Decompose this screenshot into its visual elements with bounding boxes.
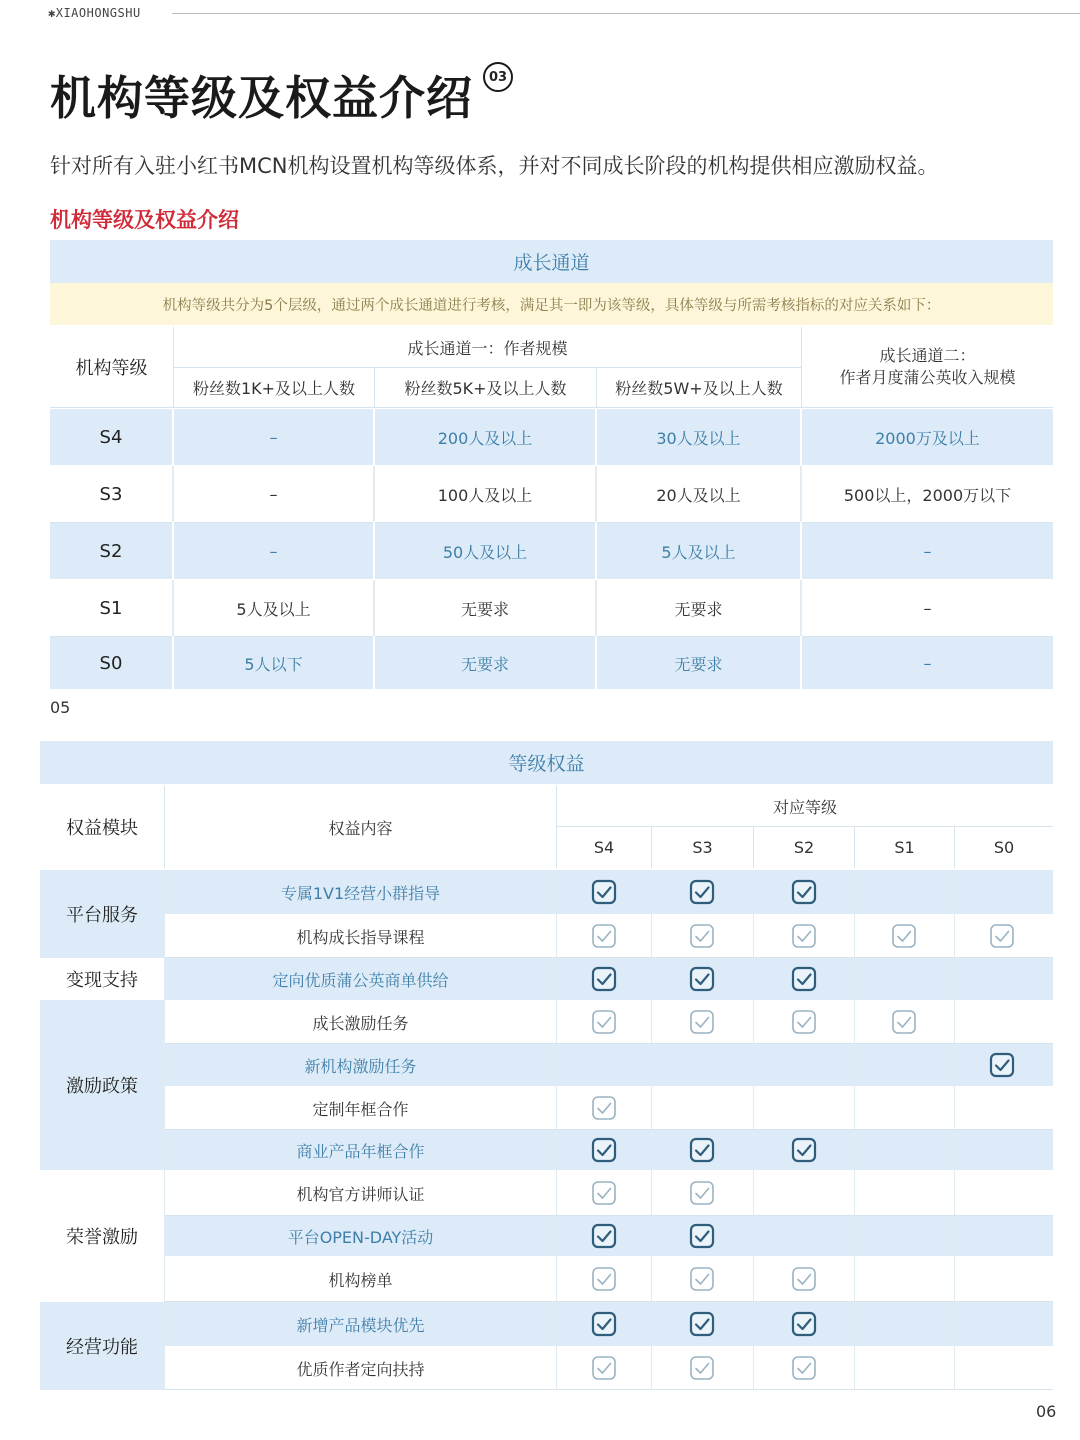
check-icon xyxy=(591,966,617,992)
growth-band-title: 成长通道 xyxy=(513,252,590,274)
benefit-content: 机构成长指导课程 xyxy=(296,927,425,947)
check-icon xyxy=(689,1137,715,1163)
benefit-content: 新机构激励任务 xyxy=(304,1056,417,1076)
check-icon xyxy=(591,879,617,905)
check-icon xyxy=(689,966,715,992)
benefit-content: 机构榜单 xyxy=(328,1270,393,1290)
content-header: 权益内容 xyxy=(328,818,393,838)
row-c1: – xyxy=(269,541,278,561)
check-icon xyxy=(689,1009,715,1035)
row-c3: 无要求 xyxy=(674,599,723,619)
section-title: 机构等级及权益介绍 xyxy=(50,208,239,232)
channel1-col-1: 粉丝数1K+及以上人数 xyxy=(192,378,356,398)
brand-name: XIAOHONGSHU xyxy=(55,6,141,20)
row-c1: 5人及以上 xyxy=(236,599,311,619)
level-header: 机构等级 xyxy=(75,358,148,379)
body-vline xyxy=(854,870,855,1390)
page-number-right: 06 xyxy=(1036,1402,1057,1421)
row-c2: 200人及以上 xyxy=(437,428,533,448)
check-icon xyxy=(591,1223,617,1249)
module-label-platform: 平台服务 xyxy=(66,905,138,926)
level-col-s1: S1 xyxy=(894,838,915,857)
check-icon xyxy=(989,1052,1015,1078)
chapter-badge: 03 xyxy=(483,62,513,92)
row-level: S0 xyxy=(99,652,123,674)
row-c1: – xyxy=(269,427,278,447)
row-c2: 无要求 xyxy=(460,599,509,619)
module-label-honor: 荣誉激励 xyxy=(66,1227,138,1248)
row-c1: 5人以下 xyxy=(244,654,303,674)
row-c4: 500以上，2000万以下 xyxy=(843,485,1012,505)
row-c4: – xyxy=(923,598,932,618)
row-c4: – xyxy=(923,541,932,561)
benefit-content: 优质作者定向扶持 xyxy=(296,1359,425,1379)
row-c2: 100人及以上 xyxy=(437,485,533,505)
benefit-content: 成长激励任务 xyxy=(312,1013,409,1033)
row-c1: – xyxy=(269,484,278,504)
check-icon xyxy=(591,1009,617,1035)
brand-label: ✱XIAOHONGSHU xyxy=(48,6,141,20)
body-vline xyxy=(954,870,955,1390)
page-title: 机构等级及权益介绍 xyxy=(50,71,473,125)
page-number-left: 05 xyxy=(50,698,71,717)
check-icon xyxy=(891,923,917,949)
check-icon xyxy=(689,1311,715,1337)
check-icon xyxy=(591,1095,617,1121)
check-icon xyxy=(591,1266,617,1292)
check-icon xyxy=(689,879,715,905)
benefit-content: 平台OPEN-DAY活动 xyxy=(287,1227,434,1247)
check-icon xyxy=(689,1223,715,1249)
row-c2: 50人及以上 xyxy=(442,542,528,562)
module-header: 权益模块 xyxy=(66,818,138,839)
check-icon xyxy=(689,1355,715,1381)
benefit-row-line xyxy=(165,1389,1053,1390)
benefit-band-title: 等级权益 xyxy=(508,753,585,775)
body-vline xyxy=(556,870,557,1390)
check-icon xyxy=(989,923,1015,949)
benefit-content: 商业产品年框合作 xyxy=(296,1141,425,1161)
level-col-s4: S4 xyxy=(593,838,615,857)
benefit-content: 专属1V1经营小群指导 xyxy=(280,883,441,903)
level-col-s2: S2 xyxy=(793,838,815,857)
header-divider xyxy=(172,13,1080,14)
module-label-operation: 经营功能 xyxy=(66,1337,138,1358)
check-icon xyxy=(791,966,817,992)
benefit-content: 定向优质蒲公英商单供给 xyxy=(272,970,449,990)
row-level: S2 xyxy=(99,540,123,562)
channel1-col-3: 粉丝数5W+及以上人数 xyxy=(615,378,783,398)
growth-note: 机构等级共分为5个层级，通过两个成长通道进行考核，满足其一即为该等级，具体等级与所需考核指标的对应关系如下： xyxy=(50,283,1053,325)
check-icon xyxy=(591,1311,617,1337)
channel2-header xyxy=(802,327,1053,407)
channel2-header-line2: 作者月度蒲公英收入规模 xyxy=(839,368,1016,387)
module-label-monetize: 变现支持 xyxy=(66,970,138,991)
body-vline xyxy=(651,870,652,1390)
row-c3: 无要求 xyxy=(674,654,723,674)
check-icon xyxy=(689,1266,715,1292)
check-icon xyxy=(591,1137,617,1163)
header-bottom-line xyxy=(50,407,1053,408)
check-icon xyxy=(591,923,617,949)
check-icon xyxy=(689,923,715,949)
levels-header: 对应等级 xyxy=(772,797,837,817)
row-c4: – xyxy=(923,653,932,673)
level-col-s0: S0 xyxy=(993,838,1015,857)
check-icon xyxy=(791,1355,817,1381)
module-label-incentive: 激励政策 xyxy=(66,1076,138,1097)
check-icon xyxy=(591,1355,617,1381)
check-icon xyxy=(791,1311,817,1337)
channel1-header: 成长通道一：作者规模 xyxy=(407,338,568,358)
row-c3: 20人及以上 xyxy=(656,485,741,505)
check-icon xyxy=(891,1009,917,1035)
row-c2: 无要求 xyxy=(460,654,509,674)
check-icon xyxy=(791,1266,817,1292)
benefit-content: 新增产品模块优先 xyxy=(296,1315,425,1335)
row-level: S3 xyxy=(99,483,123,505)
check-icon xyxy=(689,1180,715,1206)
check-icon xyxy=(791,1137,817,1163)
body-vline xyxy=(753,870,754,1390)
row-c3: 30人及以上 xyxy=(656,428,741,448)
check-icon xyxy=(791,1009,817,1035)
row-level: S4 xyxy=(99,426,123,448)
row-c4: 2000万及以上 xyxy=(875,428,980,448)
page-subtitle: 针对所有入驻小红书MCN机构设置机构等级体系，并对不同成长阶段的机构提供相应激励权益。 xyxy=(50,154,939,178)
channel1-col-2: 粉丝数5K+及以上人数 xyxy=(404,378,567,398)
check-icon xyxy=(791,923,817,949)
check-icon xyxy=(791,879,817,905)
row-level: S1 xyxy=(99,597,123,619)
benefit-content: 定制年框合作 xyxy=(312,1099,409,1119)
channel2-header-line1: 成长通道二： xyxy=(879,346,976,365)
check-icon xyxy=(591,1180,617,1206)
row-c3: 5人及以上 xyxy=(661,542,736,562)
level-col-s3: S3 xyxy=(692,838,713,857)
benefit-content: 机构官方讲师认证 xyxy=(296,1184,425,1204)
